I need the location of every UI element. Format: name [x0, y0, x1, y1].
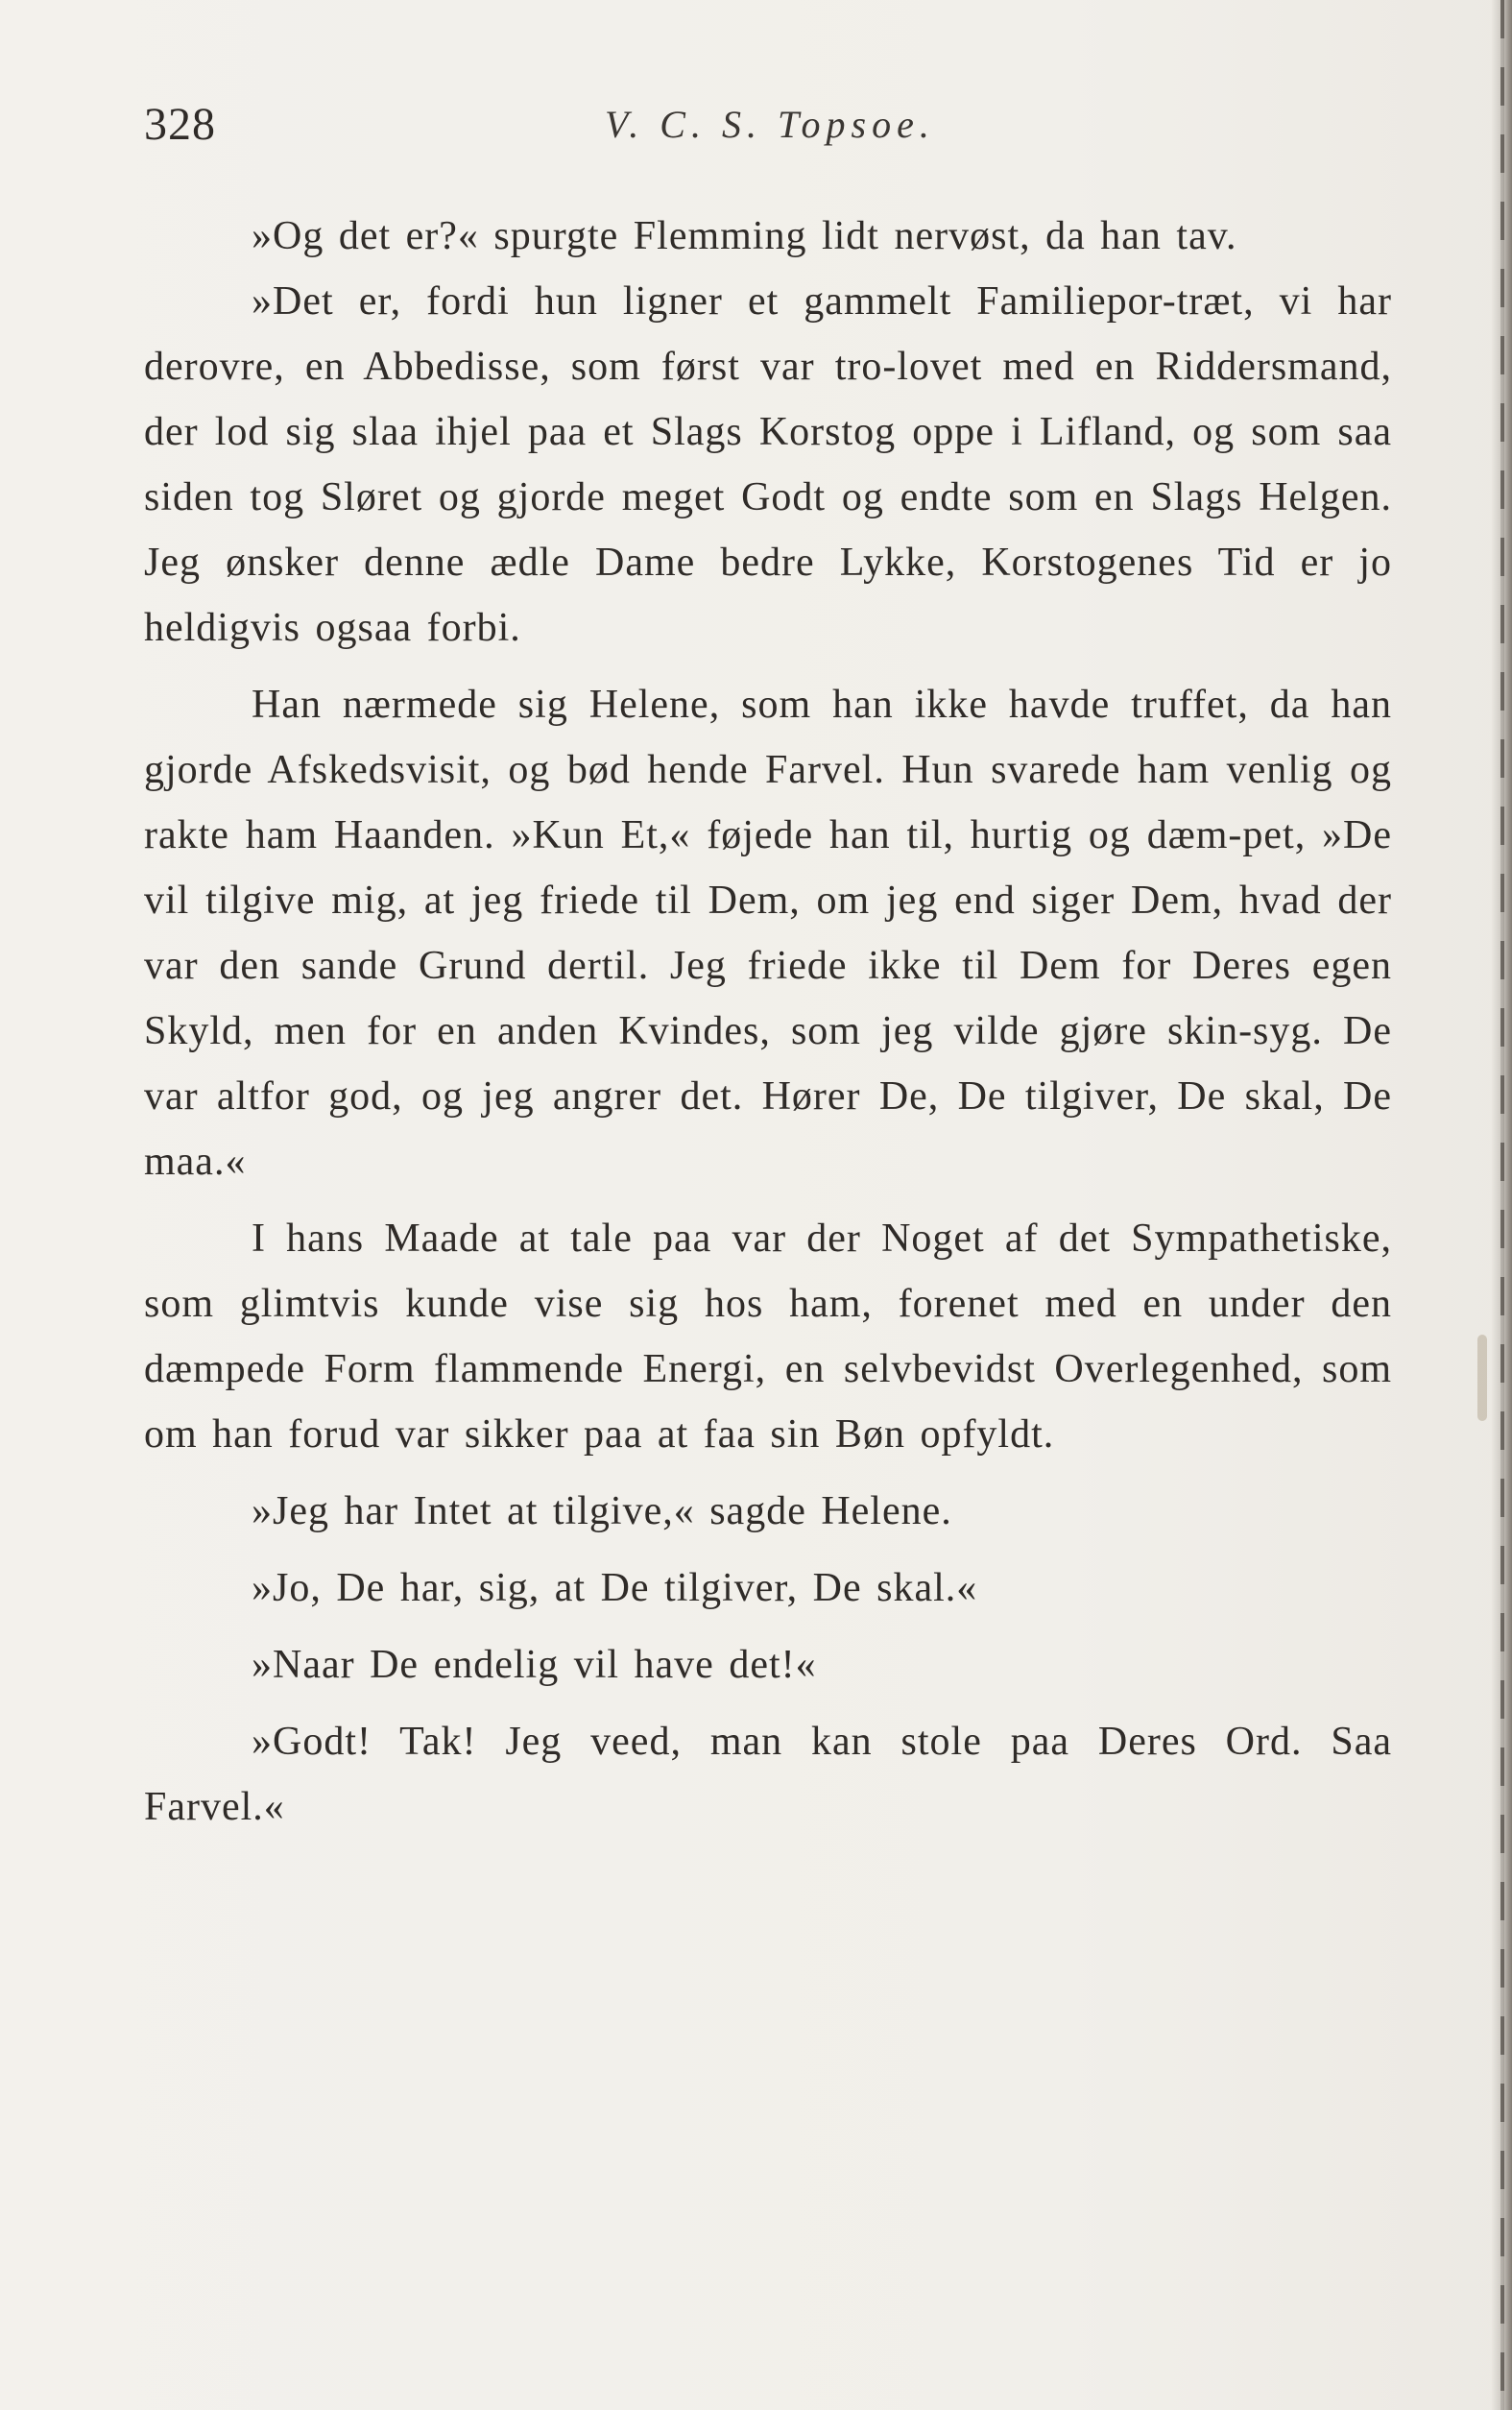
paragraph-7: »Naar De endelig vil have det!«	[252, 1643, 817, 1687]
page-number: 328	[144, 99, 216, 150]
paragraph-3: Han nærmede sig Helene, som han ikke havde truffet, da han gjorde Afskedsvisit, og bød hende Farvel. Hun svarede ham venlig og rakte ham Haanden. »Kun Et,« føjede han til, hurtig og dæm-pet, »De vil tilgive mig, at jeg friede til Dem, om jeg end siger Dem, hvad der var den sande Grund dertil. Jeg friede ikke til Dem for Deres egen Skyld, men for en anden Kvindes, som jeg vilde gjøre skin-syg. De var altfor god, og jeg angrer det. Hører De, De tilgiver, De skal, De maa.«	[144, 683, 1392, 1184]
paragraph-1: »Og det er?« spurgte Flemming lidt nervøst, da han tav.	[252, 214, 1237, 258]
book-spine-edge	[1500, 0, 1504, 2410]
page-header	[144, 96, 1392, 154]
paragraph-4: I hans Maade at tale paa var der Noget af det Sympathetiske, som glimtvis kunde vise sig hos ham, forenet med en under den dæmpede Form flammende Energi, en selvbevidst Overlegenhed, som om han forud var sikker paa at faa sin Bøn opfyldt.	[144, 1217, 1392, 1457]
page-smudge	[1477, 1335, 1487, 1421]
paragraph-8: »Godt! Tak! Jeg veed, man kan stole paa Deres Ord. Saa Farvel.«	[144, 1720, 1392, 1829]
paragraph-6: »Jo, De har, sig, at De tilgiver, De skal.«	[252, 1566, 978, 1610]
running-head: V. C. S. Topsoe.	[605, 103, 935, 146]
paragraph-5: »Jeg har Intet at tilgive,« sagde Helene.	[252, 1489, 952, 1533]
paragraph-2: »Det er, fordi hun ligner et gammelt Familiepor-træt, vi har derovre, en Abbedisse, som først var tro-lovet med en Riddersmand, der lod sig slaa ihjel paa et Slags Korstog oppe i Lifland, og som saa siden tog Sløret og gjorde meget Godt og endte som en Slags Helgen. Jeg ønsker denne ædle Dame bedre Lykke, Korstogenes Tid er jo heldigvis ogsaa forbi.	[144, 279, 1392, 650]
body-text	[144, 204, 1392, 1840]
